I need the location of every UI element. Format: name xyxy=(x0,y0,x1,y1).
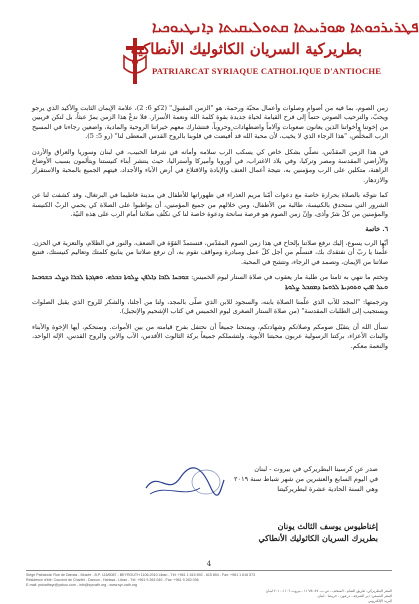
footer-latin-line-3: E-mail: pstcathsyr@yahoo.com - info@syrcath.org - www.syr-cath.org xyxy=(26,583,137,587)
footer-contact-arabic xyxy=(266,589,392,604)
closing-line-3: وهي السنة الحادية عشرة لبطريركيتنا xyxy=(277,485,378,493)
footer-latin-line-2: Résidence d'été: Couvent de Charfet - Daroun - Harissa - Liban - Tél: +961 9 263 040 - Fax: +961 9 263 036 xyxy=(26,578,199,582)
footer-arabic-line-1: المقر البطريركي: طريق الشام - المتحف - ص.ب. ١١٦/٥٠٨٧ - بيروت ١١٠٦-٢٠١٠ لبنان xyxy=(265,589,392,593)
conclusion-paragraph-3: وترجمتها: "المجد للآب الذي علّمنا الصلاة بابنه، والسجود للابن الذي صلّى بالمجد، ولنا من أجلنا، والشكر للروح الذي يقبل الصلوات ويستجيب إلى الطلبات المقدسة" (من صلاة الستار الصغرى ليوم الخميس في كتاب الإشحيم والإنجيل). xyxy=(32,297,388,316)
body-paragraph-2: في هذا الزمن المقدّس، نصلّي بشكل خاص كي يسكب الرب سلامه وأمانه في شرقنا الحبيب، في لبنان وسوريا والعراق والأردن والأراضي المقدسة ومصر وتركيا، وفي بلاد الاغتراب، في أوروبا وأميركا وأستراليا، حيث ينتشر أبناء كنيستنا ويتألمون بسبب الأوضاع الراهنة، متكلين على الرب ومؤمنين به، نتيجة أعمال العنف والإبادة والاقتلاع في أرض الآباء والأجداد، فيتهم الجميع بالمحبة والاستقرار والازدهار. xyxy=(32,147,388,184)
footer-arabic-line-3: البريد الإلكتروني xyxy=(368,599,392,603)
letter-body xyxy=(32,104,388,357)
footer-contact-latin xyxy=(26,573,255,588)
syriac-prayer-quote: ܫܘܒܚܐ ܠܐܒܐ ܕܐܠܦܢ ܨܠܘܬܐ ܒܒܪܗ. ܘܣܓܕܬܐ ܠܒܪܐ ܕܨܠܝ ܒܫܘܒܚܐ ܘܥܠ ܐܦܝܢ ܘܬܘܕܝܬܐ ܠܪܘܚܐ ܕܡܩܒܠ ܨܠܘܬܐ xyxy=(32,273,388,291)
body-paragraph-3: كما نتوجّه بالصلاة بحرارة خاصة مع دعوات أمّنا مريم العذراء في ظهوراتها للأطفال في مدينة فاطيما في البرتغال، وقد كشفت لنا عن الشرور التي ستحدق بالكنيسة، طالبة من الأطفال، ومن خلالهم من جميع المؤمنين، أن يواظبوا على الصلاة كي يحمي الربّ الكنيسة والمؤمنين من كلّ شرّ وأذى، وإنّ زمن الصوم هو فرصة سانحة ودعوة خاصة لنا كي نكثّف صلاتنا أمام الرب على هذه النيّة. xyxy=(32,191,388,219)
footer-arabic-line-2: المقر الصيفي: دير الشرفة - درعون - حريصا - لبنان xyxy=(317,594,392,598)
arabic-patriarchate-title: بطريركية السريان الكاثوليك الأنطاكية xyxy=(130,40,362,58)
syriac-patriarchate-title: ܦܛܪܝܪܟܘܬܐ ܣܘܪܝܝܬܐ ܩܬܘܠܝܩܝܬܐ ܕܐܢܛܝܘܟܝܐ xyxy=(152,18,419,36)
closing-line-2: في اليوم السابع والعشرين من شهر شباط سنة ٢٠١٩ xyxy=(234,475,378,483)
footer-divider xyxy=(26,570,392,571)
conclusion-paragraph-2 xyxy=(32,273,388,292)
page-number: 4 xyxy=(206,560,212,568)
conclusion-paragraph-1: أيّها الرب يسوع، إليك نرفع صلاتنا بإلحاح في هذا زمن الصوم المقدّس، فتستمدّ القوّة في الضعف، والنور في الظلام، والتعزية في الحزن. علّمنا يا ربّ أن نفتقدك بك، فنسلّم من أجل كلّ عمل ومبادرة ومواقف نقوم به، أن نرفع صلاتنا من ينابيع كلمتك وتعاليم كنيستك، فنتبع صلاتنا من الإيمان، وتصمد في الرجاء، وتتشح في المحبة. xyxy=(32,238,388,266)
signatory-title: بطريرك السريان الكاثوليك الأنطاكي xyxy=(258,533,378,543)
latin-patriarchate-title: PATRIARCAT SYRIAQUE CATHOLIQUE D'ANTIOCHE xyxy=(152,66,382,76)
signatory-name: إغناطيوس يوسف الثالث يونان xyxy=(277,521,378,531)
letterhead xyxy=(0,8,418,100)
body-paragraph-1: زمن الصوم، بما فيه من أصوام وصلوات وأعمال محبّة ورحمة، هو "الزمن المقبول" (2كو 6: 2)، علامة الإيمان الثابت والأكيد الذي يرجو ويحبّ، والترحيب الصوتي حتماً إلى فرح القيامة لحياة جديدة بقوة كلمة الله ونعمة الأسرار. فلا ندعْ هذا الزمن يمرّ عبثاً، بل لنكن قريبين من إخوتنا وأخواتنا الذين يعانون صعوبات وآلاماً واضطهادات وحروباً، فنتشارك معهم خيراتنا الروحية والمادية، واضعين رجاءنا في المسيح الرب المخلِّص، "هذا الرجاء الذي لا يخيب، لأن محبة الله قد أُفيضت في قلوبنا بالروح القدس المعطى لنا" (رو 5: 5). xyxy=(32,104,388,141)
conclusion-paragraph-4: نسأل الله أن يتقبّل صومكم وصلاتكم وشهادتكم، ويمنحنا جميعاً أن نحتفل بفرح قيامته من بين الأموات. ونمنحكم، أيها الإخوة والأبناء والبنات الأعزاء، بركتنا الرسولية عربون محبتنا الأبوية. ولتشملكم جميعاً بركة الثالوث الأقدس، الآب والابن والروح القدس، الإله الواحد، والنعمة معكم. xyxy=(32,322,388,350)
section-heading-conclusion: ٦. خاتمة xyxy=(365,225,388,234)
closing-line-1: صدر عن كرسينا البطريركي في بيروت - لبنان xyxy=(254,465,378,473)
footer-latin-line-1: Siège Patriarcal: Rue de Damas - Musée - B.P. 116/5087 - BEYROUTH 1106-2010 Liban - Tél: +961 1 615 892 - 615 894 - Fax: +961 1 616 573 xyxy=(26,573,256,577)
conclusion-intro-text: ونختم ما ننهي به ثامنا من طلبة مار يعقوب في صلاة الستار ليوم الخميس: xyxy=(191,273,388,282)
signature-stamp-icon xyxy=(140,462,226,502)
signature-block xyxy=(138,520,378,544)
